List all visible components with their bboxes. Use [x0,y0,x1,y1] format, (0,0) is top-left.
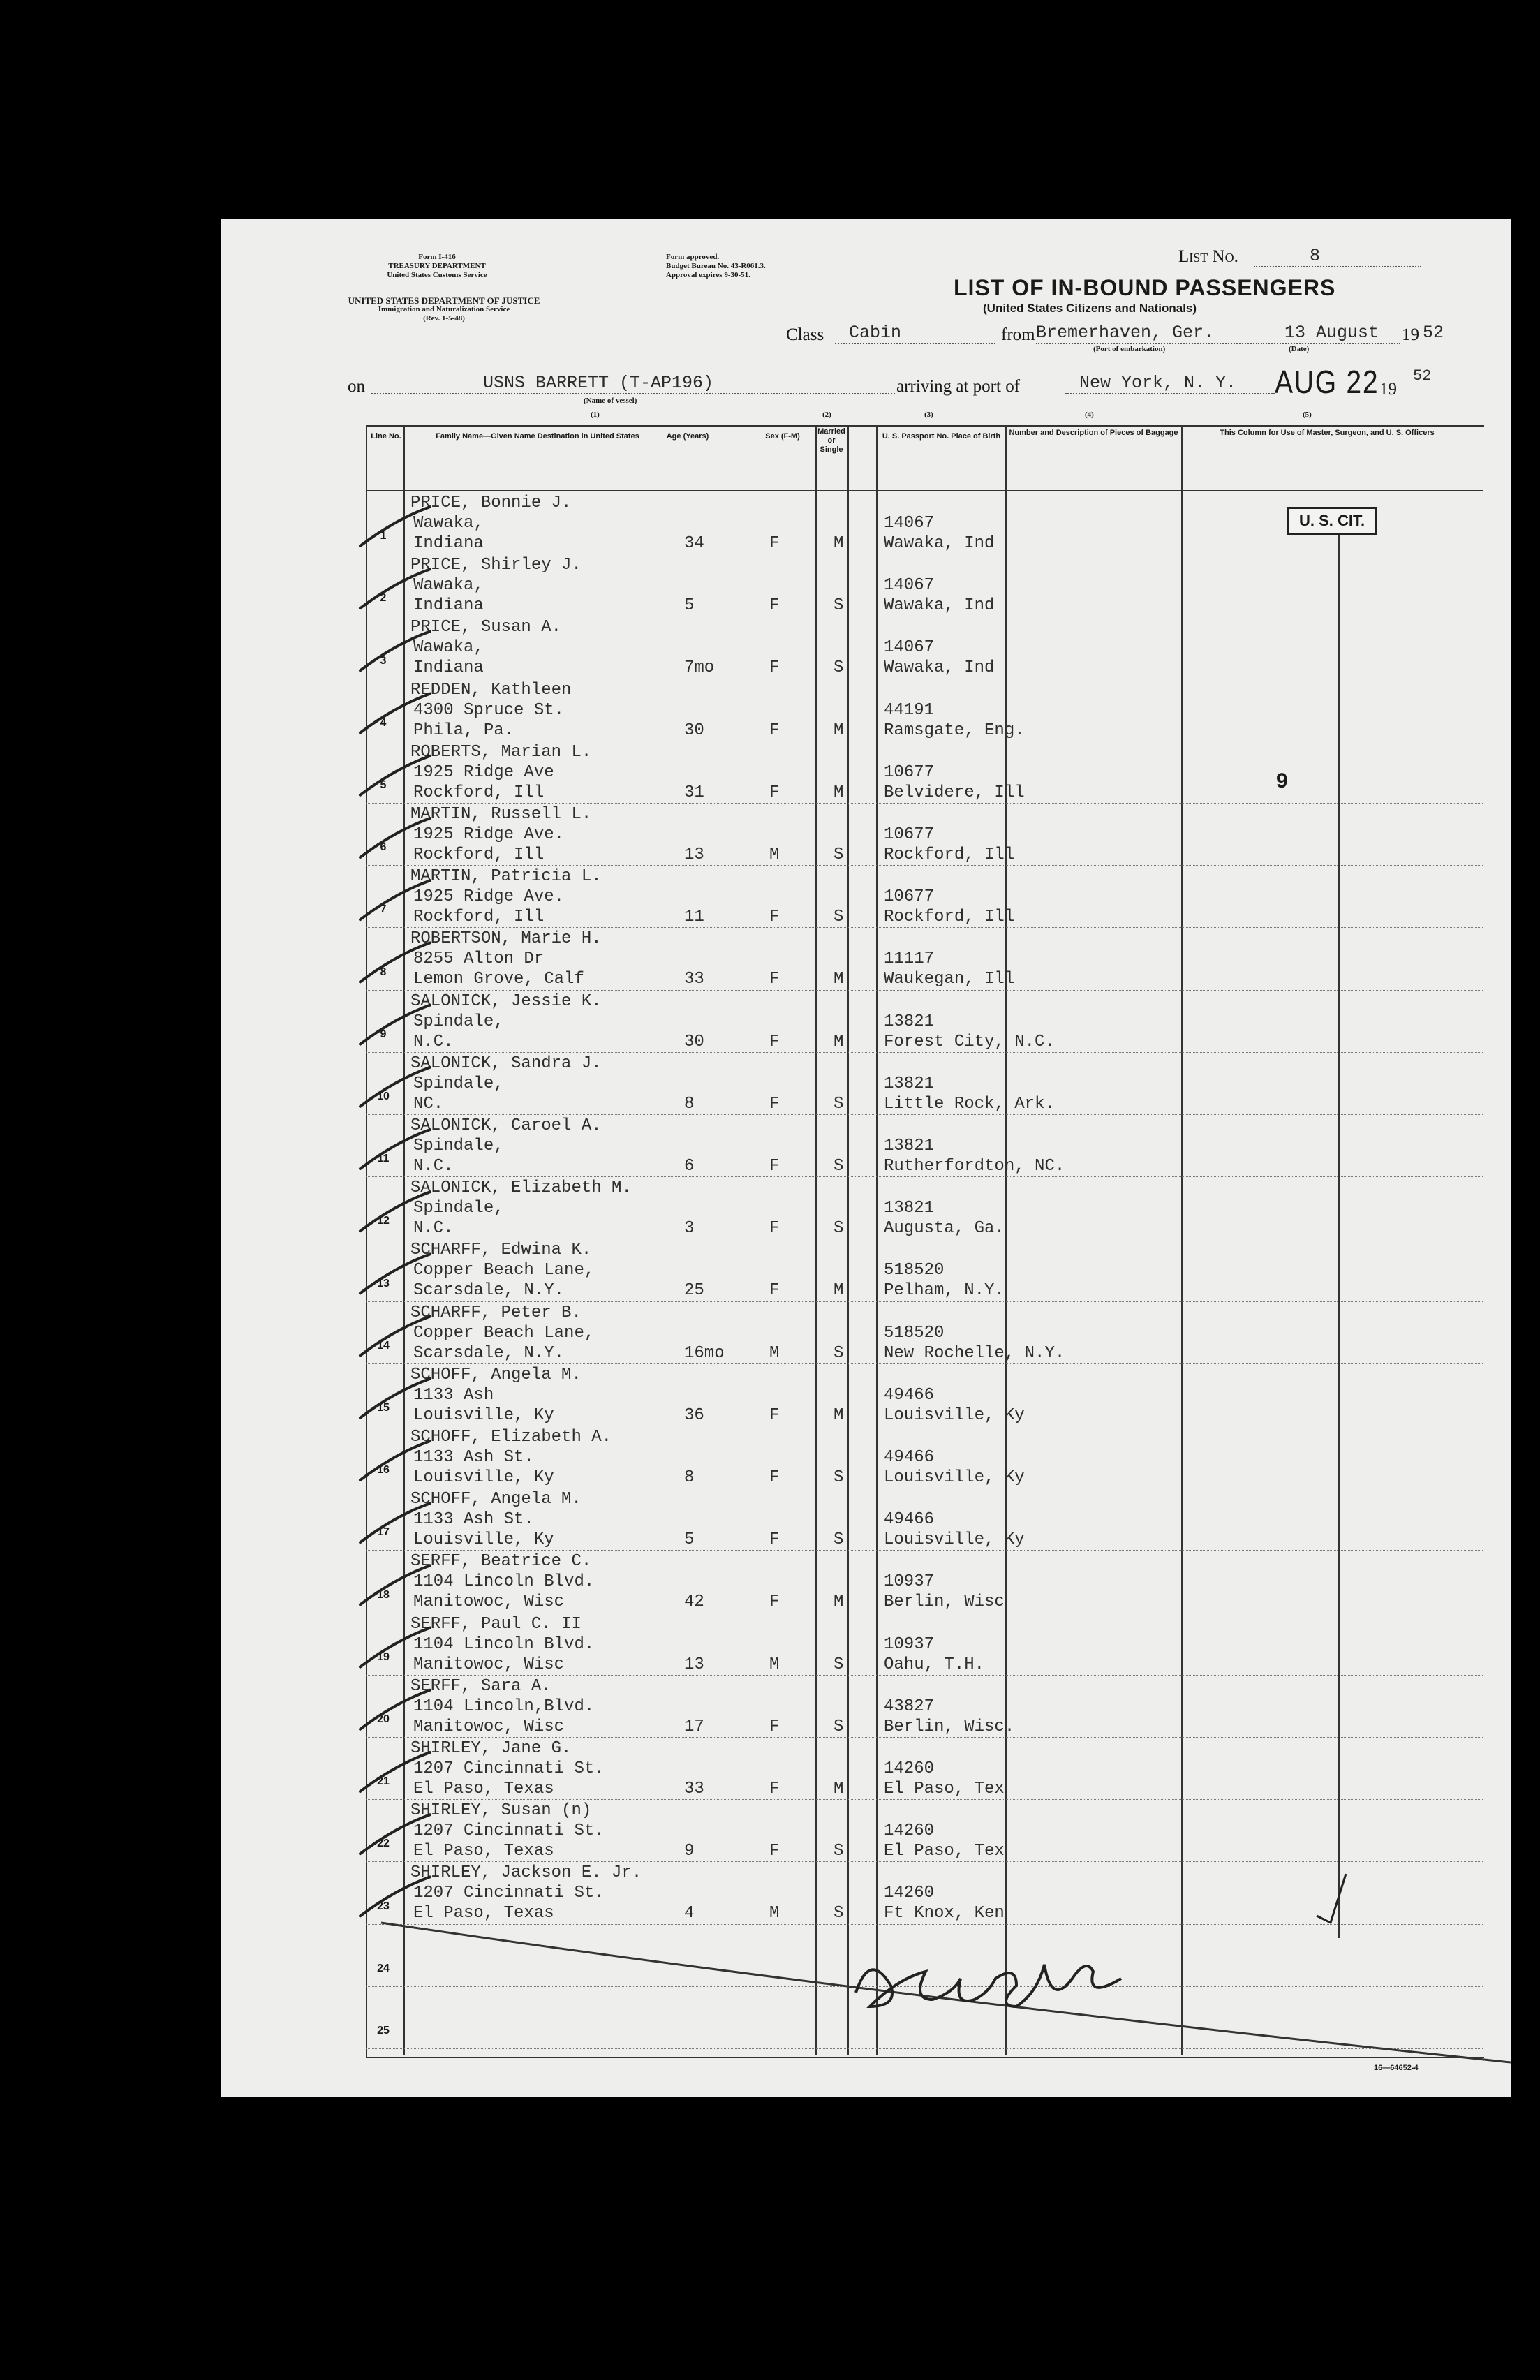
passenger-marital-status: S [834,1717,844,1736]
header-line-no: Line No. [371,432,401,441]
passenger-name: SHIRLEY, Susan (n) [410,1801,592,1821]
passenger-name: SCHARFF, Peter B. [410,1303,582,1322]
passenger-address-1: 1133 Ash [413,1385,494,1405]
passenger-sex: F [769,1032,780,1051]
passenger-sex: F [769,908,780,927]
passenger-address-1: 1104 Lincoln Blvd. [413,1634,595,1654]
tick-mark [360,507,430,546]
passenger-address-1: 1925 Ridge Ave. [413,887,565,907]
page-title: LIST OF IN-BOUND PASSENGERS [954,275,1336,300]
header-officers: This Column for Use of Master, Surgeon, and U. S. Officers [1220,429,1435,437]
passenger-sex: F [769,720,780,740]
passenger-address-1: 1104 Lincoln Blvd. [413,1572,595,1592]
passenger-age: 34 [684,534,704,553]
passenger-address-1: Wawaka, [413,638,484,658]
line-number: 20 [377,1713,390,1725]
passport-number: 44191 [884,700,935,720]
line-number: 13 [377,1277,390,1289]
header-name: Family Name—Given Name Destination in United States [436,432,639,441]
passport-number: 49466 [884,1510,935,1530]
passenger-age: 17 [684,1717,704,1736]
tick-mark [360,1379,430,1418]
passenger-sex: F [769,1780,780,1798]
passport-number: 13821 [884,1199,935,1218]
passenger-age: 16mo [684,1343,725,1363]
place-of-birth: Wawaka, Ind [884,596,995,616]
header-age: Age (Years) [666,432,709,441]
passenger-address-2: Manitowoc, Wisc [413,1717,565,1736]
passenger-marital-status: M [834,720,844,740]
place-of-birth: Waukegan, Ill [884,970,1015,989]
passport-number: 11117 [884,949,935,969]
passenger-sex: M [769,845,780,864]
passenger-marital-status: S [834,596,844,616]
place-of-birth: Louisville, Ky [884,1468,1025,1487]
handwriting-overlay [221,219,1511,2097]
tick-mark [360,1752,430,1791]
passenger-marital-status: M [834,970,844,989]
passenger-sex: F [769,970,780,989]
passenger-address-2: Manitowoc, Wisc [413,1655,565,1674]
passenger-name: MARTIN, Patricia L. [410,867,602,887]
passenger-name: SHIRLEY, Jane G. [410,1739,572,1758]
approval-expires: Approval expires 9-30-51. [666,271,750,279]
passenger-address-2: N.C. [413,1219,454,1239]
passenger-address-2: Phila, Pa. [413,720,514,740]
passenger-age: 36 [684,1405,704,1425]
line-number: 1 [380,530,387,542]
passenger-sex: M [769,1343,780,1363]
tick-mark [360,631,430,670]
passenger-address-2: Lemon Grove, Calf [413,970,584,989]
passenger-marital-status: S [834,1655,844,1674]
arriving-label: arriving at port of [896,377,1021,396]
line-number: 7 [380,903,387,916]
ins-service: Immigration and Naturalization Service [378,305,510,313]
passenger-name: SCHOFF, Elizabeth A. [410,1428,612,1447]
col-num-1: (1) [591,411,600,419]
passenger-sex: F [769,1157,780,1176]
passport-number: 14067 [884,576,935,596]
line-number: 12 [377,1215,390,1227]
place-of-birth: Belvidere, Ill [884,783,1025,802]
passenger-name: PRICE, Shirley J. [410,556,582,575]
passenger-address-1: 1925 Ridge Ave [413,762,554,782]
passenger-sex: F [769,1842,780,1861]
class-label: Class [786,325,824,344]
passenger-address-1: 1133 Ash St. [413,1448,534,1467]
tick-mark [360,1130,430,1169]
passenger-marital-status: S [834,1530,844,1550]
place-of-birth: Louisville, Ky [884,1530,1025,1550]
us-citizen-stamp: U. S. CIT. [1287,507,1377,535]
passenger-address-2: Manitowoc, Wisc [413,1592,565,1612]
passenger-name: SALONICK, Elizabeth M. [410,1178,632,1198]
line-number: 6 [380,841,387,854]
passport-number: 10677 [884,762,935,782]
passenger-name: SCHOFF, Angela M. [410,1365,582,1384]
arrival-port: New York, N. Y. [1065,373,1275,394]
passenger-sex: F [769,596,780,616]
passenger-address-2: El Paso, Texas [413,1842,554,1861]
place-of-birth: Wawaka, Ind [884,534,995,553]
passport-number: 49466 [884,1448,935,1467]
line-number: 24 [377,1962,390,1974]
tick-mark [360,1628,430,1667]
tick-mark [360,1254,430,1293]
passenger-address-2: Rockford, Ill [413,783,545,802]
passenger-marital-status: M [834,1405,844,1425]
passenger-age: 30 [684,720,704,740]
line-number: 22 [377,1838,390,1850]
passport-number: 13821 [884,1074,935,1093]
form-approved: Form approved. [666,253,720,261]
passenger-address-2: Louisville, Ky [413,1468,554,1487]
tick-mark [360,818,430,857]
tick-mark [360,1503,430,1542]
tick-mark [360,1317,430,1356]
passenger-name: SERFF, Sara A. [410,1676,551,1696]
passenger-age: 13 [684,845,704,864]
page-subtitle: (United States Citizens and Nationals) [983,302,1197,315]
passenger-address-2: Indiana [413,596,484,616]
passenger-address-1: 1133 Ash St. [413,1510,534,1530]
passenger-address-1: Copper Beach Lane, [413,1323,595,1343]
place-of-birth: Ramsgate, Eng. [884,720,1025,740]
passenger-address-1: 1207 Cincinnati St. [413,1759,605,1778]
passenger-name: SERFF, Beatrice C. [410,1552,592,1572]
passport-number: 14260 [884,1759,935,1778]
passport-number: 518520 [884,1261,945,1280]
list-no-label: List No. [1178,247,1238,266]
passenger-name: SERFF, Paul C. II [410,1614,582,1634]
passenger-marital-status: S [834,1468,844,1487]
passenger-sex: F [769,534,780,553]
passport-number: 10937 [884,1572,935,1592]
col-num-3: (3) [924,411,933,419]
passenger-sex: F [769,1468,780,1487]
passport-number: 14260 [884,1821,935,1841]
passenger-address-1: Spindale, [413,1199,504,1218]
passenger-address-2: N.C. [413,1032,454,1051]
passenger-manifest-page [221,219,1511,2097]
treasury-dept: TREASURY DEPARTMENT [388,262,486,270]
date-caption: (Date) [1289,345,1310,353]
passenger-address-2: Scarsdale, N.Y. [413,1343,565,1363]
place-of-birth: New Rochelle, N.Y. [884,1343,1065,1363]
passenger-address-2: Rockford, Ill [413,845,545,864]
list-no-value: 8 [1254,246,1421,267]
class-value: Cabin [835,323,995,344]
passenger-sex: F [769,1717,780,1736]
passenger-marital-status: M [834,1592,844,1612]
place-of-birth: Wawaka, Ind [884,658,995,678]
passenger-age: 8 [684,1468,695,1487]
signature-scrawl [856,1965,1121,2006]
passenger-sex: F [769,1530,780,1550]
from-label: from [1001,325,1035,344]
place-of-birth: Louisville, Ky [884,1405,1025,1425]
passenger-name: SHIRLEY, Jackson E. Jr. [410,1863,642,1883]
passenger-address-1: 1104 Lincoln,Blvd. [413,1697,595,1716]
tick-mark [360,1067,430,1107]
header-married: Married or Single [817,427,845,454]
passport-number: 49466 [884,1385,935,1405]
passenger-name: MARTIN, Russell L. [410,805,592,824]
place-of-birth: Ft Knox, Ken [884,1904,1005,1923]
passenger-address-1: 4300 Spruce St. [413,700,565,720]
passenger-name: ROBERTSON, Marie H. [410,929,602,949]
passenger-address-2: Indiana [413,658,484,678]
passenger-sex: M [769,1655,780,1674]
tick-mark [360,1690,430,1729]
place-of-birth: Augusta, Ga. [884,1219,1005,1239]
passenger-name: SALONICK, Sandra J. [410,1054,602,1073]
line-number: 2 [380,592,387,605]
passenger-address-1: Wawaka, [413,514,484,533]
tick-mark [360,880,430,919]
passenger-sex: F [769,1219,780,1239]
line-number: 4 [380,716,387,729]
passenger-age: 33 [684,1780,704,1798]
line-number: 8 [380,966,387,978]
col-num-5: (5) [1303,411,1312,419]
port-of-embarkation: Bremerhaven, Ger. [1036,323,1259,344]
line-number: 14 [377,1339,390,1352]
passenger-address-2: Louisville, Ky [413,1405,554,1425]
passport-number: 518520 [884,1323,945,1343]
passenger-age: 9 [684,1842,695,1861]
revision: (Rev. 1-5-48) [423,314,465,323]
passenger-age: 42 [684,1592,704,1612]
passport-number: 13821 [884,1012,935,1031]
header-baggage: Number and Description of Pieces of Baggage [1009,429,1178,437]
place-of-birth: El Paso, Tex [884,1842,1005,1861]
place-of-birth: Berlin, Wisc. [884,1717,1015,1736]
departure-date: 13 August [1261,323,1400,344]
passenger-name: SALONICK, Caroel A. [410,1116,602,1135]
tick-mark [360,1005,430,1044]
place-of-birth: Oahu, T.H. [884,1655,985,1674]
passenger-address-1: 8255 Alton Dr [413,949,545,969]
passenger-marital-status: S [834,1219,844,1239]
port-embark-caption: (Port of embarkation) [1093,345,1166,353]
passenger-marital-status: S [834,1343,844,1363]
passenger-marital-status: S [834,845,844,864]
passenger-age: 8 [684,1094,695,1114]
passenger-address-1: Spindale, [413,1074,504,1093]
line-number: 23 [377,1900,390,1912]
place-of-birth: Rockford, Ill [884,908,1015,927]
line-number: 5 [380,779,387,791]
passenger-name: REDDEN, Kathleen [410,680,572,700]
passenger-age: 5 [684,596,695,616]
passport-number: 10937 [884,1634,935,1654]
vessel-name: USNS BARRETT (T-AP196) [371,373,895,394]
passenger-address-2: Indiana [413,534,484,553]
place-of-birth: El Paso, Tex [884,1780,1005,1798]
passenger-sex: F [769,1405,780,1425]
place-of-birth: Rockford, Ill [884,845,1015,864]
passport-number: 10677 [884,887,935,907]
passenger-address-1: 1925 Ridge Ave. [413,825,565,844]
passenger-address-1: 1207 Cincinnati St. [413,1884,605,1903]
place-of-birth: Forest City, N.C. [884,1032,1055,1051]
passport-number: 14067 [884,638,935,658]
tick-mark [360,1565,430,1604]
passenger-marital-status: M [834,1780,844,1798]
passenger-address-1: Wawaka, [413,576,484,596]
passenger-address-1: Spindale, [413,1012,504,1031]
passenger-address-1: 1207 Cincinnati St. [413,1821,605,1841]
departure-year: 52 [1423,323,1444,343]
place-of-birth: Rutherfordton, NC. [884,1157,1065,1176]
passenger-address-1: Copper Beach Lane, [413,1261,595,1280]
passenger-age: 13 [684,1655,704,1674]
tick-mark [360,1192,430,1231]
tick-mark [360,1877,430,1916]
line-number: 9 [380,1028,387,1040]
passenger-age: 6 [684,1157,695,1176]
passenger-address-2: Scarsdale, N.Y. [413,1281,565,1301]
line-number: 3 [380,654,387,667]
passenger-address-2: N.C. [413,1157,454,1176]
passenger-sex: M [769,1904,780,1923]
passenger-age: 33 [684,970,704,989]
passport-number: 13821 [884,1137,935,1155]
arrival-date-stamp: AUG 22 [1275,364,1379,400]
justice-dept: UNITED STATES DEPARTMENT OF JUSTICE [348,295,540,306]
passenger-address-2: Rockford, Ill [413,908,545,927]
passenger-name: SCHARFF, Edwina K. [410,1241,592,1260]
passenger-age: 5 [684,1530,695,1550]
passenger-name: PRICE, Susan A. [410,618,562,637]
passenger-age: 30 [684,1032,704,1051]
header-passport: U. S. Passport No. Place of Birth [882,432,1001,441]
passenger-marital-status: M [834,534,844,553]
passport-number: 43827 [884,1697,935,1716]
passenger-address-2: El Paso, Texas [413,1780,554,1798]
place-of-birth: Pelham, N.Y. [884,1281,1005,1301]
vessel-caption: (Name of vessel) [584,397,637,405]
departure-year-prefix: 19 [1402,325,1419,344]
line-number: 21 [377,1775,390,1788]
line-number: 17 [377,1526,390,1539]
line-number: 19 [377,1650,390,1663]
passport-number: 10677 [884,825,935,844]
place-of-birth: Berlin, Wisc [884,1592,1005,1612]
passenger-sex: F [769,1094,780,1114]
on-label: on [348,377,365,396]
line-number: 15 [377,1402,390,1414]
header-sex: Sex (F-M) [765,432,800,441]
place-of-birth: Little Rock, Ark. [884,1094,1055,1114]
tick-mark [360,1814,430,1854]
officer-note-9: 9 [1276,769,1288,792]
passenger-address-1: Spindale, [413,1137,504,1155]
passenger-marital-status: M [834,1032,844,1051]
footer-code: 16—64652-4 [1374,2064,1419,2072]
arrival-year: 52 [1413,367,1432,385]
passenger-marital-status: S [834,1157,844,1176]
col-num-4: (4) [1085,411,1094,419]
passport-number: 14067 [884,514,935,533]
passenger-name: ROBERTS, Marian L. [410,742,592,762]
passenger-marital-status: S [834,658,844,678]
passenger-marital-status: S [834,1904,844,1923]
passenger-name: SCHOFF, Angela M. [410,1490,582,1509]
passenger-name: SALONICK, Jessie K. [410,991,602,1011]
passenger-address-2: El Paso, Texas [413,1904,554,1923]
passenger-sex: F [769,1281,780,1301]
passenger-age: 31 [684,783,704,802]
passenger-age: 25 [684,1281,704,1301]
passenger-marital-status: S [834,908,844,927]
passport-number: 14260 [884,1884,935,1903]
tick-mark [360,756,430,795]
passenger-age: 4 [684,1904,695,1923]
passenger-sex: F [769,1592,780,1612]
passenger-age: 7mo [684,658,715,678]
tick-mark [360,569,430,608]
line-number: 16 [377,1464,390,1477]
form-number: Form I-416 [418,253,456,261]
tick-mark [360,694,430,733]
col-num-2: (2) [822,411,831,419]
line-number: 18 [377,1588,390,1601]
passenger-address-2: Louisville, Ky [413,1530,554,1550]
arrival-year-prefix: 19 [1379,380,1397,399]
passenger-age: 11 [684,908,704,927]
customs-service: United States Customs Service [387,271,487,279]
passenger-marital-status: M [834,783,844,802]
passenger-sex: F [769,783,780,802]
tick-mark [360,943,430,982]
passenger-marital-status: M [834,1281,844,1301]
budget-bureau: Budget Bureau No. 43-R061.3. [666,262,766,270]
passenger-age: 3 [684,1219,695,1239]
passenger-name: PRICE, Bonnie J. [410,494,572,512]
final-check-mark [1317,1874,1346,1923]
line-number: 10 [377,1091,390,1102]
passenger-address-2: NC. [413,1094,444,1114]
passenger-sex: F [769,658,780,678]
line-number: 25 [377,2025,390,2037]
tick-mark [360,1441,430,1480]
passenger-marital-status: S [834,1094,844,1114]
line-number: 11 [377,1153,390,1165]
passenger-marital-status: S [834,1842,844,1861]
